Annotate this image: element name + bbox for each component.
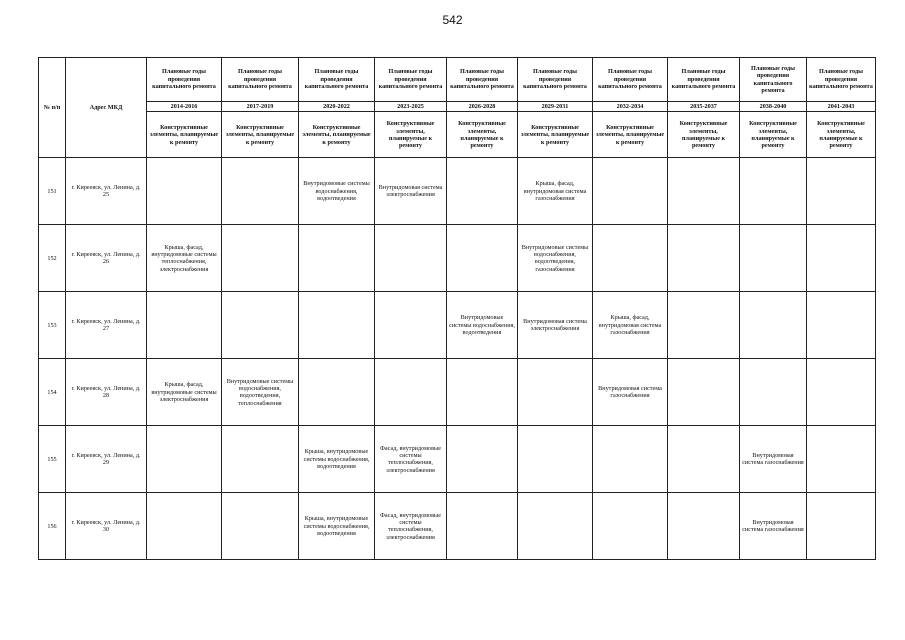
repair-cell (375, 292, 447, 359)
repair-cell (375, 225, 447, 292)
repair-cell (518, 359, 593, 426)
row-address: г. Киреевск, ул. Ленина, д. 29 (66, 426, 147, 493)
repair-cell (668, 158, 740, 225)
year-range: 2029-2031 (518, 102, 593, 112)
address-header: Адрес МКД (66, 58, 147, 158)
elements-header: Конструктивные элементы, планируемые к ремонту (740, 112, 807, 158)
repair-cell: Внутридомовые системы водоснабжения, водоотведения (299, 158, 375, 225)
repair-cell: Фасад, внутридомовые системы теплоснабжения, электроснабжения (375, 493, 447, 560)
repair-cell (447, 225, 518, 292)
page-number: 542 (442, 13, 463, 27)
repair-cell (447, 493, 518, 560)
repair-cell (447, 426, 518, 493)
elements-header: Конструктивные элементы, планируемые к ремонту (375, 112, 447, 158)
repair-cell: Фасад, внутридомовые системы теплоснабжения, электроснабжения (375, 426, 447, 493)
row-address: г. Киреевск, ул. Ленина, д. 26 (66, 225, 147, 292)
elements-header: Конструктивные элементы, планируемые к ремонту (668, 112, 740, 158)
row-number: 152 (39, 225, 66, 292)
elements-header: Конструктивные элементы, планируемые к ремонту (593, 112, 668, 158)
repair-cell (668, 426, 740, 493)
row-number: 151 (39, 158, 66, 225)
repair-cell: Крыша, фасад, внутридомовые системы теплоснабжения, электроснабжения (147, 225, 222, 292)
repair-cell (593, 493, 668, 560)
year-range: 2041-2043 (807, 102, 876, 112)
table-row (39, 426, 876, 493)
period-header: Плановые годы проведения капитального ремонта (447, 58, 518, 102)
year-range: 2020-2022 (299, 102, 375, 112)
repair-cell (518, 493, 593, 560)
repair-cell (299, 359, 375, 426)
elements-header: Конструктивные элементы, планируемые к ремонту (807, 112, 876, 158)
table-row (39, 493, 876, 560)
row-address: г. Киреевск, ул. Ленина, д. 30 (66, 493, 147, 560)
period-header: Плановые годы проведения капитального ремонта (740, 58, 807, 102)
elements-header: Конструктивные элементы, планируемые к ремонту (447, 112, 518, 158)
repair-cell (807, 493, 876, 560)
period-header: Плановые годы проведения капитального ремонта (222, 58, 299, 102)
repair-cell: Внутридомовые системы водоснабжения, водоотведения, теплоснабжения (222, 359, 299, 426)
repair-cell (668, 292, 740, 359)
repair-cell (668, 493, 740, 560)
repair-cell (740, 158, 807, 225)
year-range: 2023-2025 (375, 102, 447, 112)
repair-cell (147, 426, 222, 493)
repair-cell (447, 359, 518, 426)
repair-cell: Крыша, фасад, внутридомовая система газоснабжения (593, 292, 668, 359)
header-row-periods (39, 58, 876, 102)
repair-cell: Крыша, фасад, внутридомовая система газоснабжения (518, 158, 593, 225)
row-address: г. Киреевск, ул. Ленина, д. 25 (66, 158, 147, 225)
repair-cell (222, 292, 299, 359)
repair-cell (807, 292, 876, 359)
repair-cell: Внутридомовая система газоснабжения (740, 493, 807, 560)
repair-cell: Внутридомовые системы водоснабжения, водоотведения (447, 292, 518, 359)
repair-cell: Крыша, внутридомовые системы водоснабжения, водоотведения (299, 426, 375, 493)
period-header: Плановые годы проведения капитального ремонта (518, 58, 593, 102)
repair-cell (807, 359, 876, 426)
period-header: Плановые годы проведения капитального ремонта (147, 58, 222, 102)
year-range: 2035-2037 (668, 102, 740, 112)
year-range: 2026-2028 (447, 102, 518, 112)
header-row-years (39, 102, 876, 112)
period-header: Плановые годы проведения капитального ремонта (593, 58, 668, 102)
table-row (39, 158, 876, 225)
row-number: 155 (39, 426, 66, 493)
period-header: Плановые годы проведения капитального ремонта (375, 58, 447, 102)
repair-cell (518, 426, 593, 493)
repair-cell (668, 225, 740, 292)
year-range: 2038-2040 (740, 102, 807, 112)
period-header: Плановые годы проведения капитального ремонта (807, 58, 876, 102)
header-row-elements (39, 112, 876, 158)
repair-cell (593, 158, 668, 225)
repair-cell: Крыша, внутридомовые системы водоснабжения, водоотведения (299, 493, 375, 560)
row-address: г. Киреевск, ул. Ленина, д. 28 (66, 359, 147, 426)
repair-cell (593, 426, 668, 493)
repair-cell (299, 292, 375, 359)
repair-cell: Внутридомовая система электроснабжения (518, 292, 593, 359)
repair-cell: Внутридомовые системы водоснабжения, водоотведения, газоснабжения (518, 225, 593, 292)
elements-header: Конструктивные элементы, планируемые к ремонту (147, 112, 222, 158)
repair-cell: Внутридомовая система газоснабжения (593, 359, 668, 426)
repair-cell (668, 359, 740, 426)
num-header: № п/п (39, 58, 66, 158)
repair-cell (447, 158, 518, 225)
table-row (39, 225, 876, 292)
table-row (39, 359, 876, 426)
year-range: 2014-2016 (147, 102, 222, 112)
repair-cell (807, 225, 876, 292)
repair-cell (299, 225, 375, 292)
repair-cell (147, 292, 222, 359)
repair-cell (222, 426, 299, 493)
row-number: 156 (39, 493, 66, 560)
repair-cell (807, 426, 876, 493)
repair-cell (147, 158, 222, 225)
repair-cell (375, 359, 447, 426)
capital-repair-table (38, 57, 876, 560)
repair-cell (593, 225, 668, 292)
year-range: 2017-2019 (222, 102, 299, 112)
period-header: Плановые годы проведения капитального ремонта (668, 58, 740, 102)
elements-header: Конструктивные элементы, планируемые к ремонту (518, 112, 593, 158)
repair-cell (807, 158, 876, 225)
repair-cell (147, 493, 222, 560)
repair-cell (740, 359, 807, 426)
elements-header: Конструктивные элементы, планируемые к ремонту (222, 112, 299, 158)
repair-cell (222, 493, 299, 560)
repair-cell (222, 158, 299, 225)
row-number: 153 (39, 292, 66, 359)
repair-cell (740, 292, 807, 359)
repair-cell: Внутридомовая система электроснабжения (375, 158, 447, 225)
table-row (39, 292, 876, 359)
year-range: 2032-2034 (593, 102, 668, 112)
repair-cell: Внутридомовая система газоснабжения (740, 426, 807, 493)
row-number: 154 (39, 359, 66, 426)
row-address: г. Киреевск, ул. Ленина, д. 27 (66, 292, 147, 359)
elements-header: Конструктивные элементы, планируемые к ремонту (299, 112, 375, 158)
repair-cell (222, 225, 299, 292)
repair-cell (740, 225, 807, 292)
repair-cell: Крыша, фасад, внутридомовые системы электроснабжения (147, 359, 222, 426)
period-header: Плановые годы проведения капитального ремонта (299, 58, 375, 102)
